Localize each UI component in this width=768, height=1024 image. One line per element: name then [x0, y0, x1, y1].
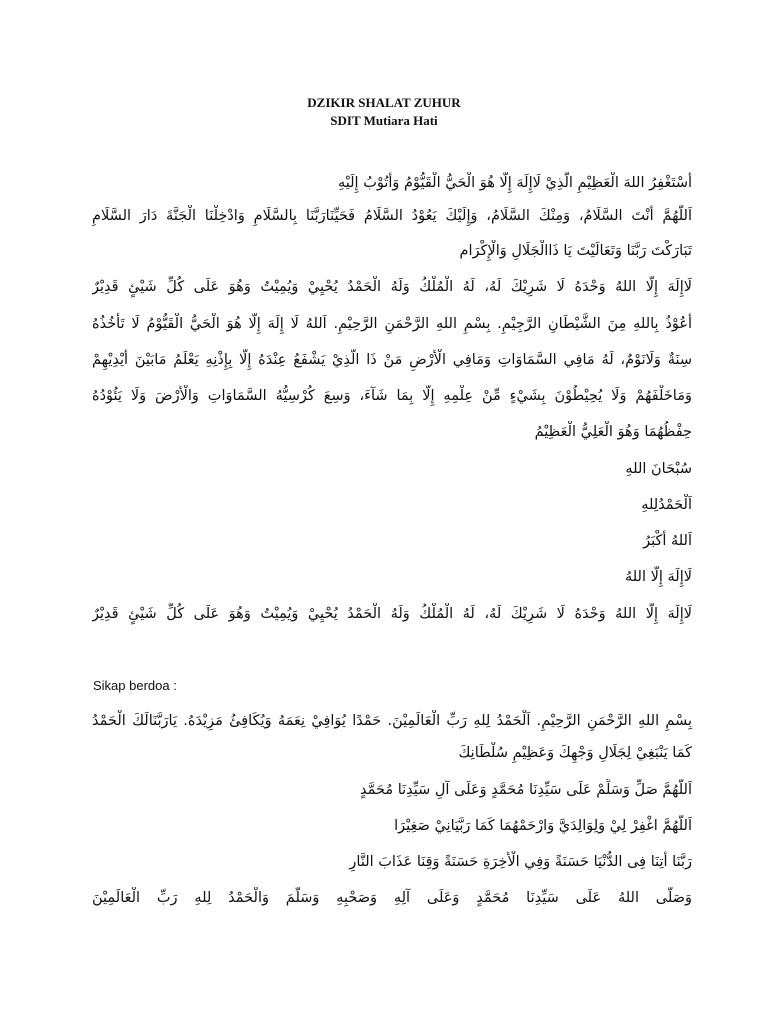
- dzikir-line-tahlil-short: لَاإِلَهَ إِلَّا اللهُ: [624, 569, 692, 585]
- doa-line-ighfir-li: اَللَّهُمَّ اغْفِرْ لِيْ وَلِوَالِدَيَّ وَارْحَمْهُمَا كَمَا رَبَّيَانِيْ صَغِيْرَا: [394, 818, 692, 834]
- dzikir-line-istighfar: أَسْتَغْفِرُ اللهَ الْعَظِيْمِ الَّذِيْ لَاإِلَهَ إِلَّا هُوَ الْحَيُّ الْقَيُّوْمُ وَأَتُوْبُ إِلَيْهِ: [337, 175, 692, 191]
- dzikir-line-ayat-kursi-2: سِنَةٌ وَلَانَوْمٌ، لَهُ مَافِي السَّمَاوَاتِ وَمَافِي الْأَرْضِ مَنْ ذَا الَّذِيْ يَشْفَعُ عِنْدَهُ إِلَّا بِإِذْنِهِ يَعْلَمُ مَابَيْنَ أَيْدِيْهِمْ: [92, 352, 692, 368]
- dzikir-line-tahlil-long: لَاإِلَهَ إِلَّا اللهُ وَحْدَهُ لَا شَرِيْكَ لَهُ، لَهُ الْمُلْكُ وَلَهُ الْحَمْدُ يُحْيِيْ وَيُمِيْتُ وَهُوَ عَلَى كُلِّ شَيْئٍ قَدِيْرٌ: [92, 279, 692, 295]
- dzikir-line-takbir: اَللهُ أَكْبَرُ: [643, 533, 692, 549]
- dzikir-line-tahmid: اَلْحَمْدُلِلهِ: [641, 497, 692, 513]
- doa-line-rabbana-atina: رَبَّنَا أَتِنَا فِى الدُّنْيَا حَسَنَةً وَفِي الْأَخِرَةِ حَسَنَةً وَقِنَا عَذَابَ النَّارِ: [349, 854, 692, 870]
- doa-line-shalawat: اَللَّهُمَّ صَلِّ وَسَلِّمْ عَلَى سَيِّدِنَا مُحَمَّدٍ وَعَلَى آلِ سَيِّدِنَا مُحَمَّدٍ: [359, 782, 692, 798]
- doa-line-kama-yanbaghi: كَمَا يَنْبَغِيْ لِجَلَالِ وَجْهِكَ وَعَظِيْمِ سُلْطَانِكَ: [458, 745, 692, 761]
- dzikir-line-tasbih: سُبْحَانَ اللهِ: [625, 461, 692, 477]
- dzikir-line-allahumma-antassalam: اَللَّهُمَّ أَنْتَ السَّلَامُ، وَمِنْكَ السَّلَامُ، وَإِلَيْكَ يَعُوْدُ السَّلَامُ فَحَيِّنَارَبَّنَا بِالسَّلَامِ وَادْخِلْنَا الْجَنَّةَ دَارَ السَّلَامِ: [92, 208, 692, 224]
- document-title: DZIKIR SHALAT ZUHUR: [307, 95, 461, 110]
- section-label-sikap-berdoa: Sikap berdoa :: [93, 678, 177, 693]
- doa-line-basmalah-hamdalah: بِسْمِ اللهِ الرَّحْمَنِ الرَّحِيْمِ. اَلْحَمْدُ لِلهِ رَبِّ الْعَالَمِيْنَ. حَمْدًا يُوَافِيْ نِعَمَهُ وَيُكَافِئُ مَزِيْدَهُ. يَارَبَّنَالَكَ الْحَمْدُ: [92, 713, 692, 729]
- dzikir-line-tahlil-closing: لَاإِلَهَ إِلَّا اللهُ وَحْدَهُ لَا شَرِيْكَ لَهُ، لَهُ الْمُلْكُ وَلَهُ الْحَمْدُ يُحْيِيْ وَيُمِيْتُ وَهُوَ عَلَى كُلِّ شَيْئٍ قَدِيْرٌ: [92, 606, 692, 622]
- doa-line-closing-shalawat: وَصَلَّى اللهُ عَلَى سَيِّدِنَا مُحَمَّدٍ وَعَلَى آلِهِ وَصَحْبِهِ وَسَلَّمَ وَالْحَمْدُ لِلهِ رَبِّ الْعَالَمِيْنَ: [92, 890, 692, 906]
- dzikir-line-ayat-kursi-1: أَعُوْذُ بِاللهِ مِنَ الشَّيْطَانِ الرَّجِيْمِ. بِسْمِ اللهِ الرَّحْمَنِ الرَّحِيْمِ. اَللهُ لَا إِلَهَ إِلَّا هُوَ الْحَيُّ الْقَيُّوْمُ لَا تَأْخُذُهُ: [92, 316, 692, 332]
- dzikir-line-tabarakta: تَبَارَكْتَ رَبَّنَا وَتَعَالَيْتَ يَا ذَاالْجَلَالِ وَالْإِكْرَام: [459, 243, 692, 259]
- dzikir-line-ayat-kursi-4: حِفْظُهُمَا وَهُوَ الْعَلِيُّ الْعَظِيْمُ: [534, 424, 692, 440]
- document-subtitle: SDIT Mutiara Hati: [330, 113, 438, 128]
- dzikir-line-ayat-kursi-3: وَمَاخَلْفَهُمْ وَلَا يُحِيْطُوْنَ بِشَيْءٍ مِّنْ عِلْمِهِ إِلَّا بِمَا شَآءَ، وَسِعَ كُرْسِيُّهُ السَّمَاوَاتِ وَالْأَرْضَ وَلَا يَئُوْدُهُ: [92, 388, 692, 404]
